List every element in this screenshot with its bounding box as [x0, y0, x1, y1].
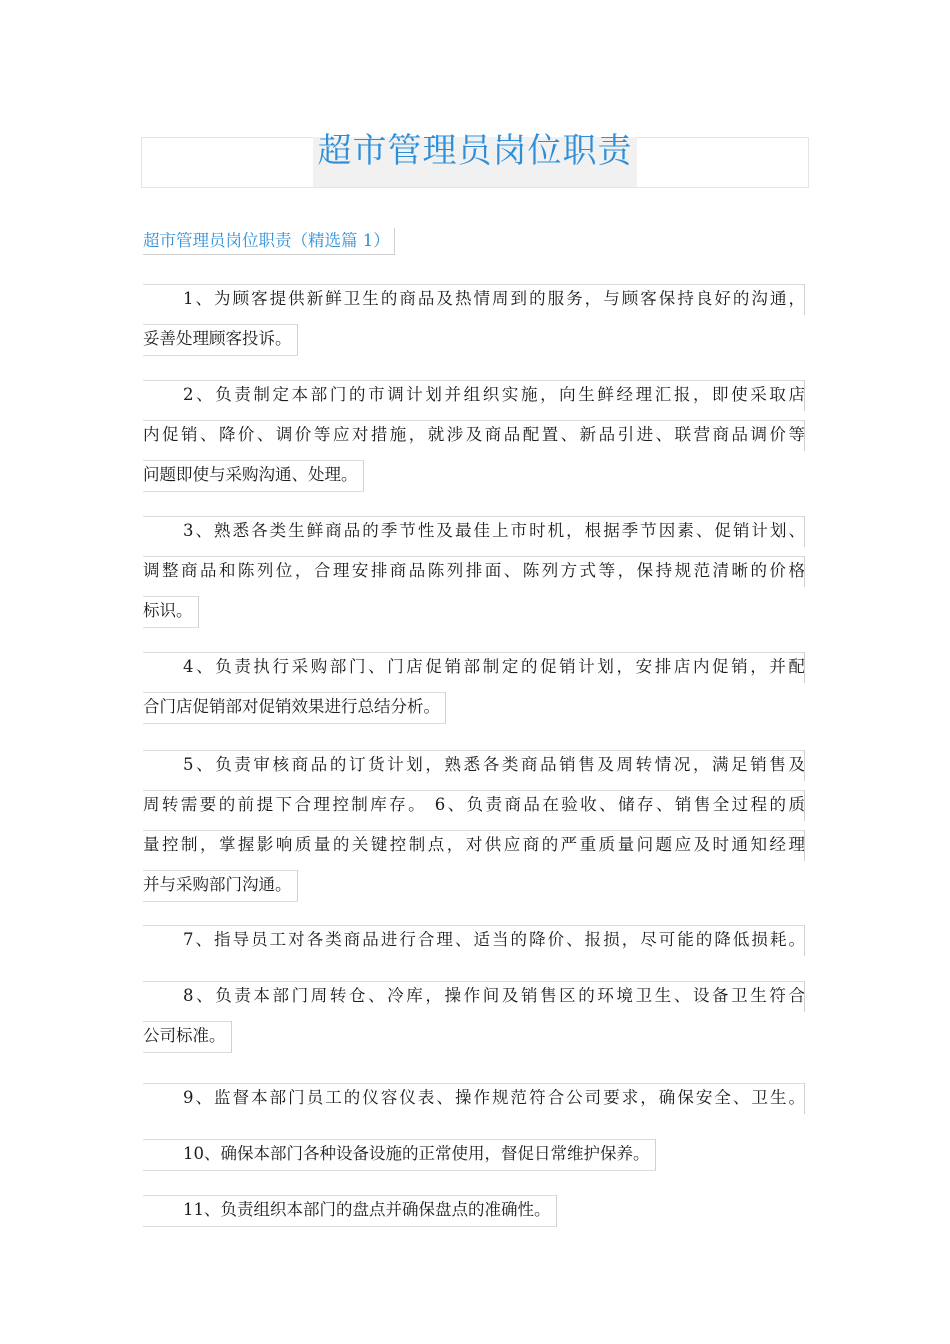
paragraph-line-text: 10、确保本部门各种设备设施的正常使用，督促日常维护保养。: [183, 1144, 650, 1163]
paragraph-line: [143, 981, 805, 1021]
paragraph-line-text: 内促销、降价、调价等应对措施，就涉及商品配置、新品引进、联营商品调价等: [143, 425, 805, 444]
paragraph-line: [143, 1083, 805, 1123]
paragraph-line-text: 公司标准。: [143, 1026, 226, 1045]
paragraph-line-text: 合门店促销部对促销效果进行总结分析。: [143, 697, 440, 716]
paragraph: [143, 284, 805, 364]
paragraph-line: [143, 1139, 656, 1179]
paragraph: [143, 652, 805, 732]
paragraph-line-text: 2、负责制定本部门的市调计划并组织实施，向生鲜经理汇报，即使采取店: [183, 385, 805, 404]
paragraph-line-text: 1、为顾客提供新鲜卫生的商品及热情周到的服务，与顾客保持良好的沟通，: [183, 289, 805, 308]
paragraph: [143, 1139, 805, 1179]
paragraph: [143, 1195, 805, 1235]
paragraph-line-text: 9、监督本部门员工的仪容仪表、操作规范符合公司要求，确保安全、卫生。: [183, 1088, 805, 1107]
paragraph: [143, 981, 805, 1061]
paragraph-line-text: 周转需要的前提下合理控制库存。 6、负责商品在验收、储存、销售全过程的质: [143, 795, 805, 814]
paragraph-line: [143, 790, 805, 830]
paragraph-line: [143, 380, 805, 420]
paragraph-line: [143, 925, 805, 965]
paragraph-line: [143, 556, 805, 596]
paragraph-line: [143, 1021, 232, 1061]
paragraph-line: [143, 750, 805, 790]
paragraph-line-text: 标识。: [143, 601, 193, 620]
paragraph-line: [143, 284, 805, 324]
section-subtitle: 超市管理员岗位职责（精选篇 1）: [143, 228, 395, 255]
paragraph-line: [143, 420, 805, 460]
paragraph-line: [143, 516, 805, 556]
paragraph-line: [143, 870, 298, 910]
paragraph-line: [143, 652, 805, 692]
paragraph: [143, 380, 805, 500]
paragraph-line-text: 量控制，掌握影响质量的关键控制点，对供应商的严重质量问题应及时通知经理: [143, 835, 805, 854]
paragraph-line-text: 3、熟悉各类生鲜商品的季节性及最佳上市时机，根据季节因素、促销计划、: [183, 521, 805, 540]
paragraph: [143, 925, 805, 965]
paragraph-line-text: 7、指导员工对各类商品进行合理、适当的降价、报损，尽可能的降低损耗。: [183, 930, 805, 949]
paragraph: [143, 1083, 805, 1123]
paragraph-line: [143, 596, 199, 636]
paragraph: [143, 750, 805, 910]
paragraph-line: [143, 692, 446, 732]
page-title: 超市管理员岗位职责: [317, 131, 633, 171]
paragraph-line-text: 4、负责执行采购部门、门店促销部制定的促销计划，安排店内促销，并配: [183, 657, 805, 676]
paragraph-line-text: 并与采购部门沟通。: [143, 875, 292, 894]
paragraph-line: [143, 830, 805, 870]
paragraph-line-text: 8、负责本部门周转仓、冷库，操作间及销售区的环境卫生、设备卫生符合: [183, 986, 805, 1005]
paragraph-line: [143, 460, 364, 500]
paragraph-line-text: 问题即使与采购沟通、处理。: [143, 465, 358, 484]
paragraph-line-text: 调整商品和陈列位，合理安排商品陈列排面、陈列方式等，保持规范清晰的价格: [143, 561, 805, 580]
paragraph-line: [143, 324, 298, 364]
title-box: [141, 131, 809, 188]
paragraph-line: [143, 1195, 557, 1235]
paragraph-line-text: 妥善处理顾客投诉。: [143, 329, 292, 348]
paragraph: [143, 516, 805, 636]
paragraph-line-text: 5、负责审核商品的订货计划，熟悉各类商品销售及周转情况，满足销售及: [183, 755, 805, 774]
paragraph-line-text: 11、负责组织本部门的盘点并确保盘点的准确性。: [183, 1200, 551, 1219]
